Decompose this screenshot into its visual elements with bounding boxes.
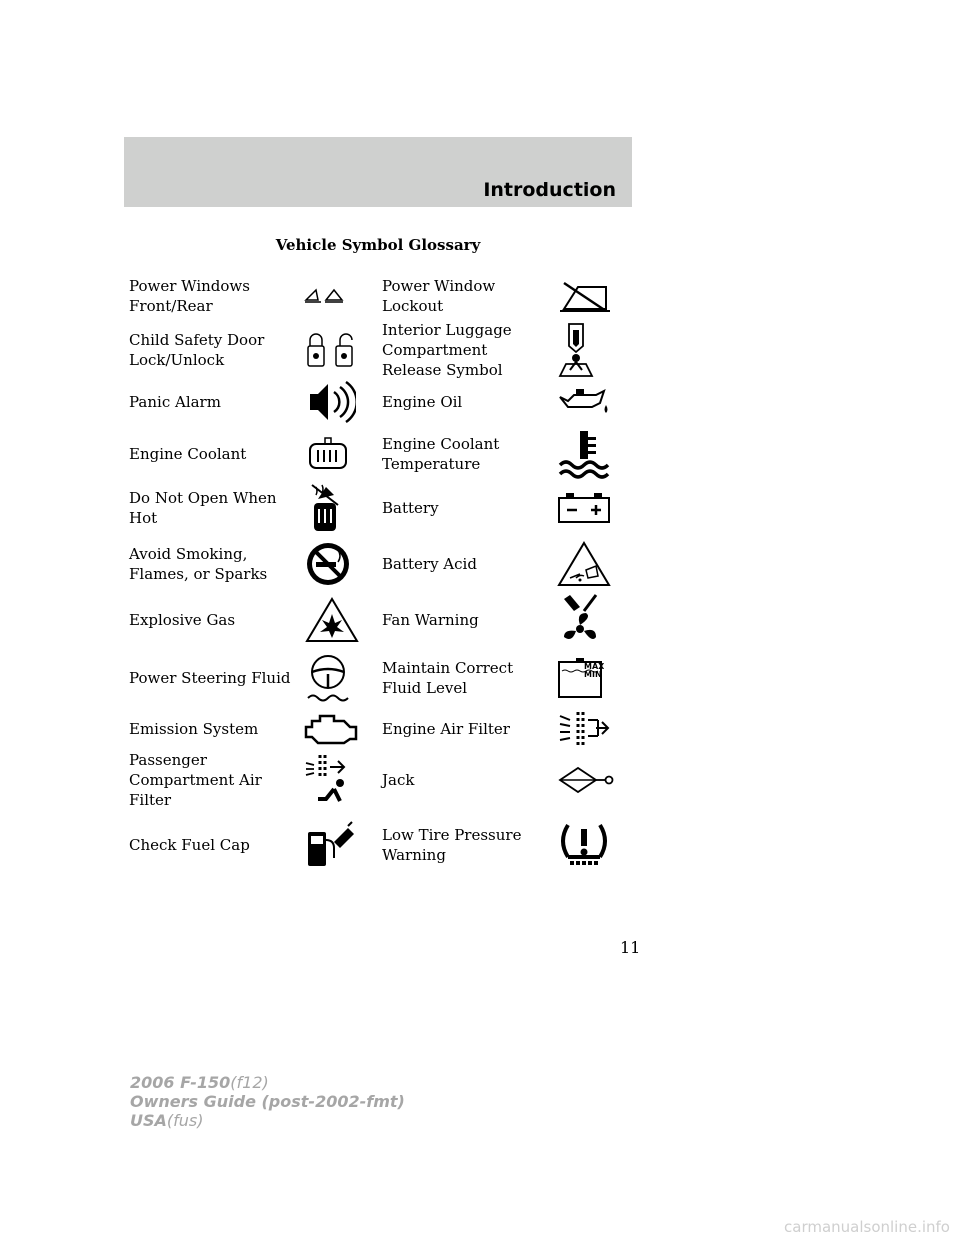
symbol-label: Interior Luggage Compartment Release Symbol — [382, 321, 512, 379]
symbol-label: Emission System — [129, 720, 259, 738]
symbol-label: Child Safety Door Lock/Unlock — [129, 331, 265, 369]
glossary-row — [0, 709, 960, 749]
glossary-row — [0, 429, 960, 479]
fluid-level-max-text: MAX — [584, 662, 604, 671]
air-filter-icon — [556, 710, 612, 748]
glossary-row — [0, 595, 960, 645]
symbol-label: Power Window Lockout — [382, 277, 496, 315]
footer-model-code: (f12) — [230, 1073, 269, 1092]
fan-warning-icon — [556, 593, 604, 647]
child-lock-icon — [304, 330, 360, 370]
no-smoking-icon — [304, 540, 352, 588]
symbol-label: Passenger Compartment Air Filter — [129, 751, 262, 809]
section-header — [124, 137, 632, 207]
symbol-label: Power Windows Front/Rear — [129, 277, 250, 315]
do-not-open-hot-icon — [304, 483, 344, 533]
symbol-label: Avoid Smoking, Flames, or Sparks — [129, 545, 268, 583]
symbol-label: Engine Coolant — [129, 445, 247, 463]
panic-alarm-icon — [304, 380, 356, 424]
engine-coolant-icon — [304, 436, 352, 472]
battery-icon — [556, 492, 612, 524]
page-number: 11 — [620, 938, 641, 957]
symbol-label: Panic Alarm — [129, 393, 221, 411]
symbol-label: Low Tire Pressure Warning — [382, 826, 522, 864]
symbol-label: Power Steering Fluid — [129, 669, 291, 687]
glossary-row — [0, 276, 960, 316]
engine-oil-icon — [556, 387, 612, 417]
symbol-label: Engine Coolant Temperature — [382, 435, 500, 473]
tire-pressure-icon — [556, 821, 612, 869]
symbol-label: Engine Air Filter — [382, 720, 510, 738]
glossary-row — [0, 536, 960, 592]
glossary-row — [0, 813, 960, 877]
glossary-row — [0, 650, 960, 706]
document-footer — [130, 1073, 405, 1130]
section-title: Introduction — [483, 179, 616, 201]
power-steering-icon — [304, 652, 352, 704]
coolant-temperature-icon — [556, 429, 612, 479]
glossary-title: Vehicle Symbol Glossary — [275, 236, 481, 254]
symbol-label: Fan Warning — [382, 611, 479, 629]
fuel-cap-icon — [304, 820, 356, 870]
window-lockout-icon — [556, 279, 614, 313]
glossary-row — [0, 751, 960, 809]
symbol-label: Maintain Correct Fluid Level — [382, 659, 514, 697]
footer-model: 2006 F-150 — [130, 1073, 231, 1092]
fluid-level-icon — [556, 657, 604, 699]
battery-acid-icon — [556, 540, 612, 588]
explosive-gas-icon — [304, 596, 360, 644]
footer-guide: Owners Guide (post-2002-fmt) — [130, 1092, 405, 1111]
symbol-label: Battery Acid — [382, 555, 477, 573]
trunk-release-icon — [556, 320, 596, 380]
emission-system-icon — [304, 711, 360, 747]
glossary-row — [0, 320, 960, 380]
symbol-label: Do Not Open When Hot — [129, 489, 277, 527]
glossary-row — [0, 486, 960, 530]
footer-market-code: (fus) — [166, 1111, 204, 1130]
jack-icon — [556, 765, 616, 795]
fluid-level-min-text: MIN — [584, 670, 602, 679]
symbol-label: Jack — [382, 771, 415, 789]
watermark: carmanualsonline.info — [784, 1218, 950, 1236]
glossary-row — [0, 382, 960, 422]
symbol-label: Explosive Gas — [129, 611, 236, 629]
symbol-label: Battery — [382, 499, 439, 517]
cabin-air-filter-icon — [304, 753, 352, 807]
symbol-label: Check Fuel Cap — [129, 836, 250, 854]
power-windows-icon — [304, 286, 344, 306]
footer-market: USA — [130, 1111, 167, 1130]
symbol-label: Engine Oil — [382, 393, 463, 411]
